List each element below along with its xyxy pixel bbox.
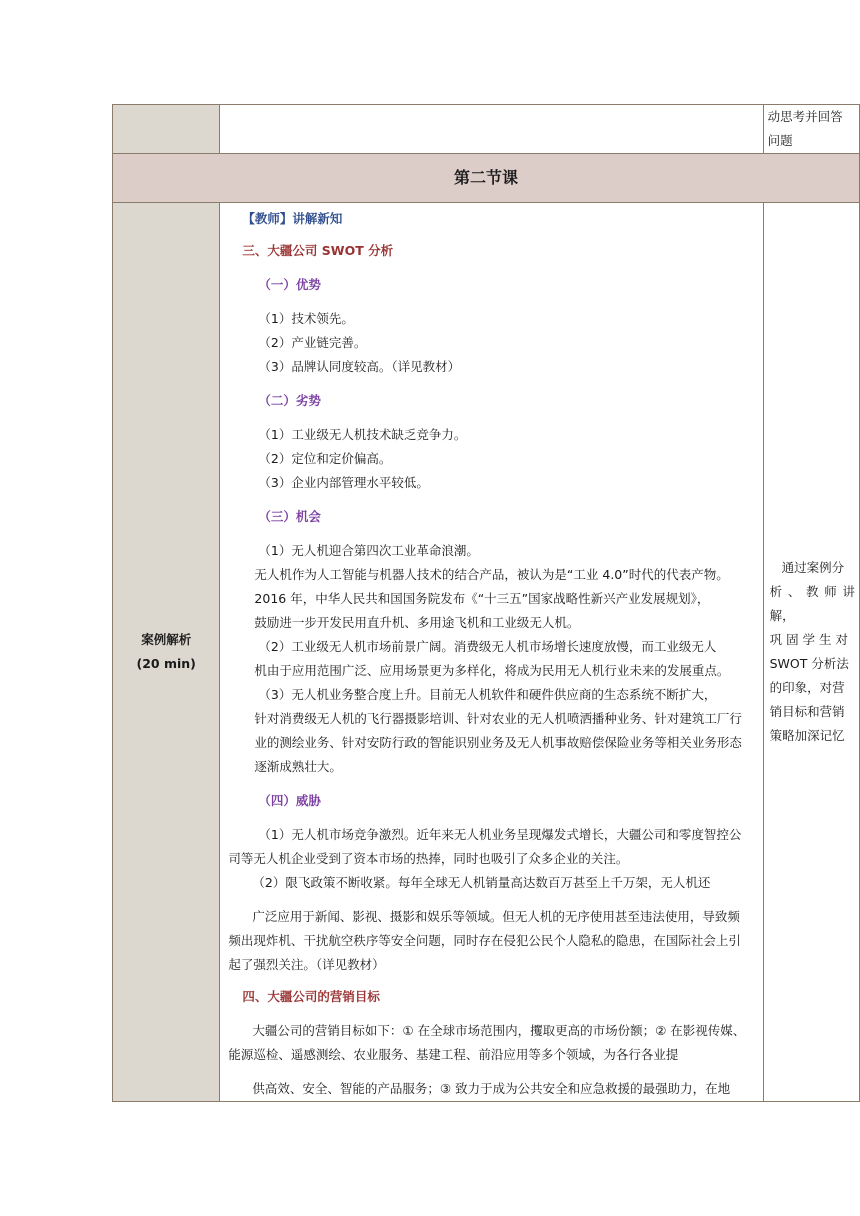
case-analysis-title: 案例解析 xyxy=(141,632,192,647)
threat-1-line: 司等无人机企业受到了资本市场的热捧，同时也吸引了众多企业的关注。 xyxy=(228,851,629,866)
weaknesses-title: （二）劣势 xyxy=(258,393,321,408)
threat-2-line: 频出现炸机、干扰航空秩序等安全问题，同时存在侵犯公民个人隐私的隐患，在国际社会上引 xyxy=(228,933,741,948)
opportunity-1-title: （1）无人机迎合第四次工业革命浪潮。 xyxy=(258,543,479,558)
top-right-line-2: 问题 xyxy=(767,133,793,148)
opportunity-3-line: （3）无人机业务整合度上升。目前无人机软件和硬件供应商的生态系统不断扩大， xyxy=(258,687,717,702)
purpose-line: SWOT 分析法 xyxy=(769,656,849,671)
purpose-line: 策略加深记忆 xyxy=(769,728,845,743)
teacher-tag: 【教师】讲解新知 xyxy=(242,211,343,226)
threat-2-line: 起了强烈关注。（详见教材） xyxy=(228,957,385,972)
opportunity-3-line: 针对消费级无人机的飞行器摄影培训、针对农业的无人机喷洒播种业务、针对建筑工厂行 xyxy=(254,711,742,726)
weakness-item: （2）定位和定价偏高。 xyxy=(258,451,392,466)
opportunity-1-line: 2016 年，中华人民共和国国务院发布《“十三五”国家战略性新兴产业发展规划》， xyxy=(254,591,710,606)
purpose-line: 销目标和营销 xyxy=(769,704,845,719)
purpose-line: 析、教师讲解， xyxy=(769,584,855,623)
weakness-item: （1）工业级无人机技术缺乏竞争力。 xyxy=(258,427,467,442)
purpose-line: 通过案例分 xyxy=(781,560,845,575)
opportunity-2-line: （2）工业级无人机市场前景广阔。消费级无人机市场增长速度放慢，而工业级无人 xyxy=(258,639,717,654)
top-middle-cell xyxy=(220,105,763,154)
teaching-purpose-cell xyxy=(763,203,859,1102)
section-header-row xyxy=(113,154,860,203)
opportunity-3-line: 逐渐成熟壮大。 xyxy=(254,759,342,774)
top-left-cell xyxy=(113,105,220,154)
lesson-plan-table xyxy=(112,104,860,1102)
case-analysis-duration: (20 min) xyxy=(136,656,196,671)
strength-item: （3）品牌认同度较高。（详见教材） xyxy=(258,359,461,374)
top-right-line-1: 动思考并回答 xyxy=(767,109,843,124)
threat-2-line: 广泛应用于新闻、影视、摄影和娱乐等领域。但无人机的无序使用甚至违法使用，导致频 xyxy=(252,909,740,924)
strength-item: （1）技术领先。 xyxy=(258,311,354,326)
purpose-line: 巩 固 学 生 对 xyxy=(769,632,848,647)
case-analysis-label xyxy=(113,203,220,1102)
goals-line: 能源巡检、遥感测绘、农业服务、基建工程、前沿应用等多个领域，为各行各业提 xyxy=(228,1047,679,1062)
heading-marketing-goals: 四、大疆公司的营销目标 xyxy=(242,989,380,1004)
opportunity-1-line: 无人机作为人工智能与机器人技术的结合产品，被认为是“工业 4.0”时代的代表产物。 xyxy=(254,567,729,582)
top-row xyxy=(113,105,860,154)
threat-2-line: （2）限飞政策不断收紧。每年全球无人机销量高达数百万甚至上千万架，无人机还 xyxy=(252,875,711,890)
threats-title: （四）威胁 xyxy=(258,793,321,808)
top-right-cell xyxy=(763,105,859,154)
case-analysis-row xyxy=(113,203,860,1102)
weakness-item: （3）企业内部管理水平较低。 xyxy=(258,475,429,490)
opportunity-1-line: 鼓励进一步开发民用直升机、多用途飞机和工业级无人机。 xyxy=(254,615,580,630)
opportunities-title: （三）机会 xyxy=(258,509,321,524)
strengths-title: （一）优势 xyxy=(258,277,321,292)
opportunity-2-line: 机由于应用范围广泛、应用场景更为多样化，将成为民用无人机行业未来的发展重点。 xyxy=(254,663,730,678)
goals-line: 供高效、安全、智能的产品服务；③ 致力于成为公共安全和应急救援的最强助力，在地 xyxy=(252,1081,731,1096)
goals-line: 大疆公司的营销目标如下：① 在全球市场范围内，攫取更高的市场份额；② 在影视传媒、 xyxy=(252,1023,746,1038)
purpose-line: 的印象，对营 xyxy=(769,680,845,695)
opportunity-3-line: 业的测绘业务、针对安防行政的智能识别业务及无人机事故赔偿保险业务等相关业务形态 xyxy=(254,735,742,750)
case-analysis-content xyxy=(220,203,763,1102)
threat-1-line: （1）无人机市场竞争激烈。近年来无人机业务呈现爆发式增长，大疆公司和零度智控公 xyxy=(258,827,742,842)
heading-swot: 三、大疆公司 SWOT 分析 xyxy=(242,243,394,258)
section-header: 第二节课 xyxy=(113,154,860,203)
strength-item: （2）产业链完善。 xyxy=(258,335,367,350)
